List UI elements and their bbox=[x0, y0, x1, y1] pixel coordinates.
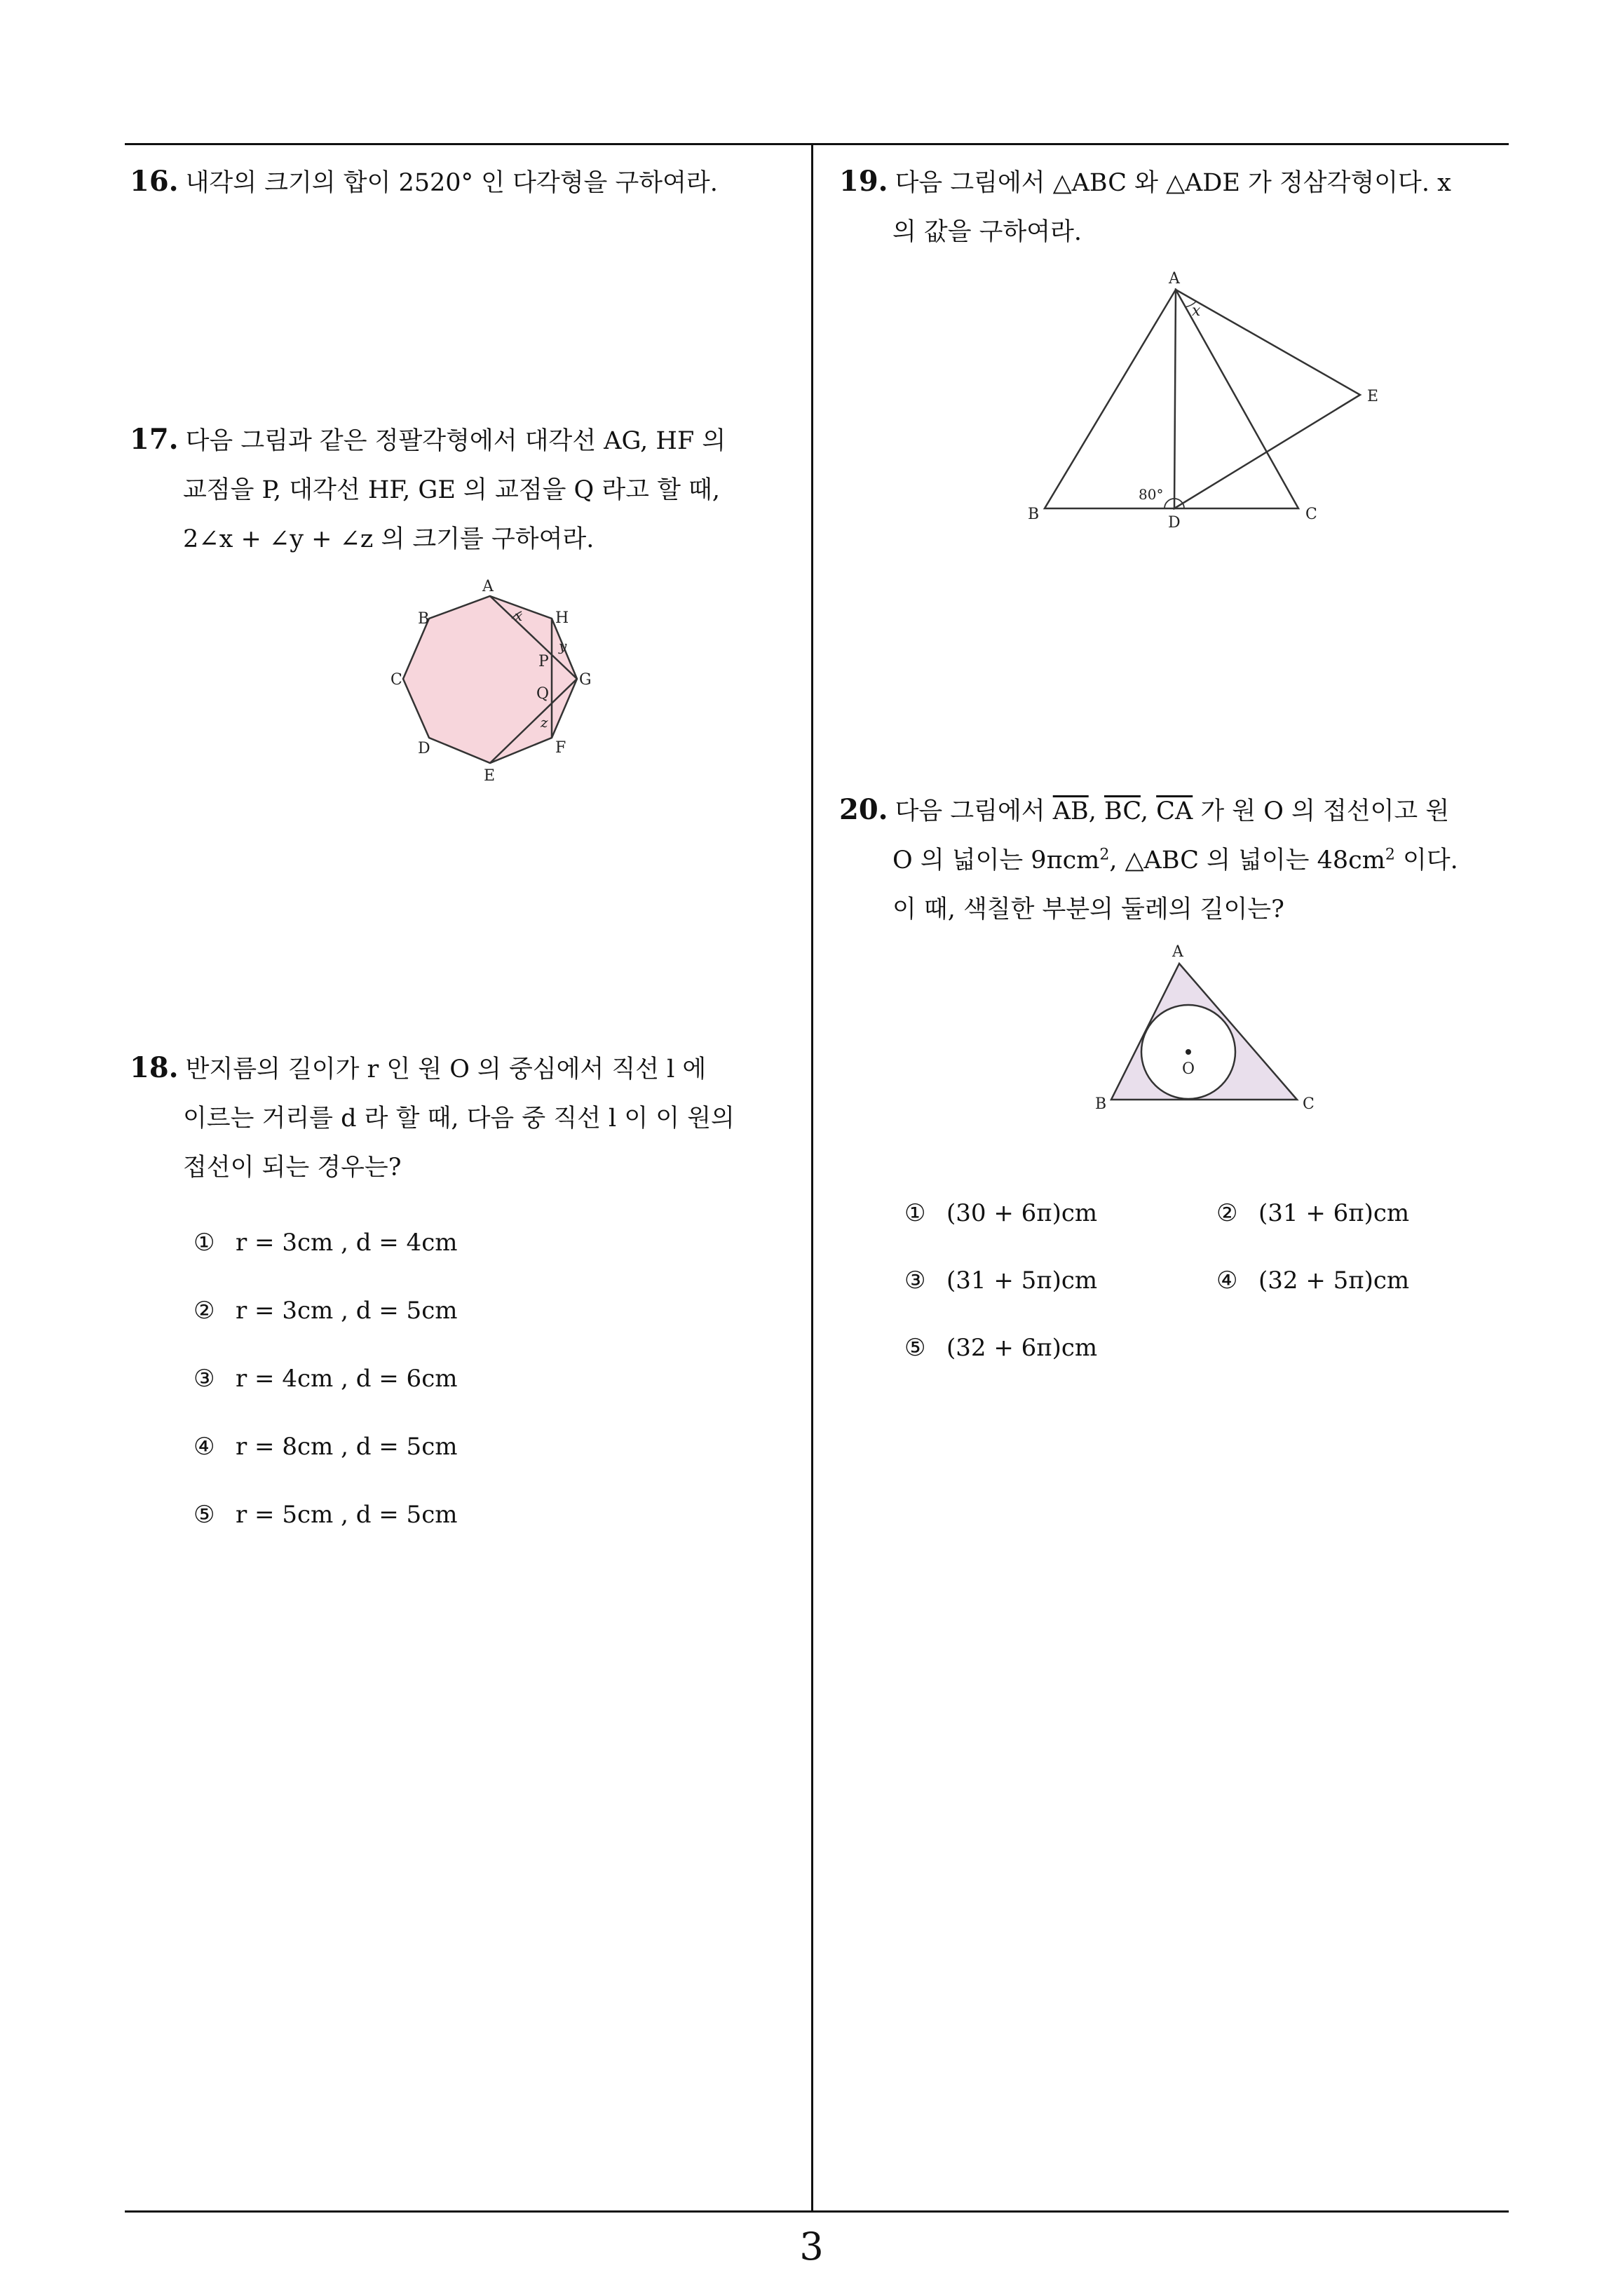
segment-ca: $\overline{CA}$ bbox=[1156, 797, 1193, 825]
question-text: 내각의 크기의 합이 2520° 인 다각형을 구하여라. bbox=[185, 169, 718, 197]
option-text: r = 4cm , d = 6cm bbox=[236, 1365, 458, 1393]
option-mark: ② bbox=[193, 1297, 215, 1325]
option-text: (32 + 6π)cm bbox=[946, 1334, 1098, 1362]
question-text: 다음 그림에서 bbox=[895, 797, 1045, 825]
label-E: E bbox=[484, 767, 496, 785]
question-17 bbox=[130, 415, 726, 564]
label-y: y bbox=[559, 637, 567, 654]
option-3[interactable] bbox=[904, 1267, 1097, 1295]
label-O: O bbox=[1182, 1060, 1195, 1078]
question-text: 이다. bbox=[1394, 846, 1458, 874]
option-mark: ③ bbox=[193, 1365, 215, 1393]
option-mark: ① bbox=[904, 1199, 926, 1227]
question-text: 이르는 거리를 d 라 할 때, 다음 중 직선 l 이 이 원의 bbox=[183, 1105, 735, 1133]
question-number: 18. bbox=[130, 1051, 179, 1084]
superscript: 2 bbox=[1099, 846, 1110, 864]
page-number: 3 bbox=[799, 2224, 824, 2269]
label-B: B bbox=[1028, 506, 1040, 523]
triangle-ade bbox=[1174, 290, 1360, 508]
option-text: (30 + 6π)cm bbox=[946, 1199, 1098, 1227]
question-18 bbox=[130, 1044, 735, 1192]
incircle-triangle-figure bbox=[1087, 940, 1318, 1122]
option-mark: ① bbox=[193, 1229, 215, 1257]
label-A: A bbox=[1169, 270, 1180, 288]
center-point-o bbox=[1186, 1049, 1191, 1055]
label-H: H bbox=[555, 609, 569, 627]
superscript: 2 bbox=[1385, 846, 1395, 864]
label-C: C bbox=[1303, 1095, 1315, 1113]
question-number: 16. bbox=[130, 165, 179, 198]
label-z: z bbox=[541, 714, 548, 731]
option-2[interactable] bbox=[1216, 1199, 1409, 1227]
question-text: 다음 그림에서 △ABC 와 △ADE 가 정삼각형이다. x bbox=[895, 169, 1451, 197]
option-text: (31 + 5π)cm bbox=[946, 1267, 1098, 1295]
segment-ab: $\overline{AB}$ bbox=[1052, 797, 1089, 825]
question-text: 의 값을 구하여라. bbox=[892, 218, 1082, 246]
option-5[interactable] bbox=[904, 1334, 1097, 1362]
question-text: 반지름의 길이가 r 인 원 O 의 중심에서 직선 l 에 bbox=[185, 1055, 707, 1083]
label-x: x bbox=[515, 607, 523, 624]
triangle-abc bbox=[1045, 290, 1298, 508]
label-P: P bbox=[538, 653, 549, 670]
question-text: 교점을 P, 대각선 HF, GE 의 교점을 Q 라고 할 때, bbox=[183, 476, 720, 504]
option-text: r = 3cm , d = 4cm bbox=[236, 1229, 458, 1257]
label-Q: Q bbox=[536, 685, 550, 703]
option-mark: ④ bbox=[1216, 1267, 1238, 1295]
question-number: 20. bbox=[839, 793, 888, 826]
question-number: 17. bbox=[130, 423, 179, 456]
option-text: (32 + 5π)cm bbox=[1258, 1267, 1410, 1295]
option-5[interactable] bbox=[193, 1501, 457, 1529]
question-text: , △ABC 의 넓이는 48cm bbox=[1109, 846, 1385, 874]
option-text: r = 5cm , d = 5cm bbox=[236, 1501, 458, 1529]
octagon-figure bbox=[386, 575, 596, 785]
question-19 bbox=[839, 157, 1451, 257]
option-1[interactable] bbox=[193, 1229, 457, 1257]
option-text: r = 8cm , d = 5cm bbox=[236, 1433, 458, 1461]
question-text: 다음 그림과 같은 정팔각형에서 대각선 AG, HF 의 bbox=[185, 427, 726, 455]
equilateral-triangles-figure bbox=[1017, 266, 1409, 540]
option-text: r = 3cm , d = 5cm bbox=[236, 1297, 458, 1325]
question-text: 이 때, 색칠한 부분의 둘레의 길이는? bbox=[892, 896, 1284, 924]
option-text: (31 + 6π)cm bbox=[1258, 1199, 1410, 1227]
question-text: 접선이 되는 경우는? bbox=[183, 1154, 402, 1182]
label-A: A bbox=[482, 578, 494, 595]
question-16 bbox=[130, 157, 718, 208]
bottom-rule bbox=[125, 2210, 1509, 2213]
label-B: B bbox=[418, 610, 430, 628]
option-mark: ⑤ bbox=[193, 1501, 215, 1529]
option-mark: ⑤ bbox=[904, 1334, 926, 1362]
option-4[interactable] bbox=[193, 1433, 457, 1461]
label-C: C bbox=[1305, 506, 1317, 523]
label-F: F bbox=[555, 739, 566, 757]
option-3[interactable] bbox=[193, 1365, 457, 1393]
label-B: B bbox=[1095, 1095, 1107, 1113]
label-G: G bbox=[579, 671, 592, 689]
option-mark: ③ bbox=[904, 1267, 926, 1295]
option-1[interactable] bbox=[904, 1199, 1097, 1227]
question-text: 2∠x + ∠y + ∠z 의 크기를 구하여라. bbox=[183, 525, 595, 553]
top-rule bbox=[125, 143, 1509, 145]
question-number: 19. bbox=[839, 165, 888, 198]
segment-bc: $\overline{BC}$ bbox=[1104, 797, 1141, 825]
label-C: C bbox=[391, 671, 402, 689]
question-text: 가 원 O 의 접선이고 원 bbox=[1200, 797, 1450, 825]
label-D: D bbox=[1168, 514, 1181, 532]
label-x: x bbox=[1192, 302, 1201, 320]
column-divider bbox=[811, 144, 813, 2211]
option-4[interactable] bbox=[1216, 1267, 1409, 1295]
label-80-degree: 80° bbox=[1139, 486, 1164, 503]
question-text: O 의 넓이는 9πcm bbox=[892, 846, 1100, 874]
option-mark: ② bbox=[1216, 1199, 1238, 1227]
option-mark: ④ bbox=[193, 1433, 215, 1461]
label-A: A bbox=[1172, 943, 1183, 961]
label-E: E bbox=[1367, 388, 1379, 405]
question-20: 20. 다음 그림에서 $\overline{AB}$, $\overline{BC}$, $\overline{CA}$ 가 원 O 의 접선이고 원 O 의 넓이는 9πcm$^2$, △ABC 의 넓이는 $48cm^2$ 이다. 이 때, 색칠한 부분의 둘레의 길이는? bbox=[839, 785, 1458, 934]
option-2[interactable] bbox=[193, 1297, 457, 1325]
label-D: D bbox=[418, 740, 430, 757]
